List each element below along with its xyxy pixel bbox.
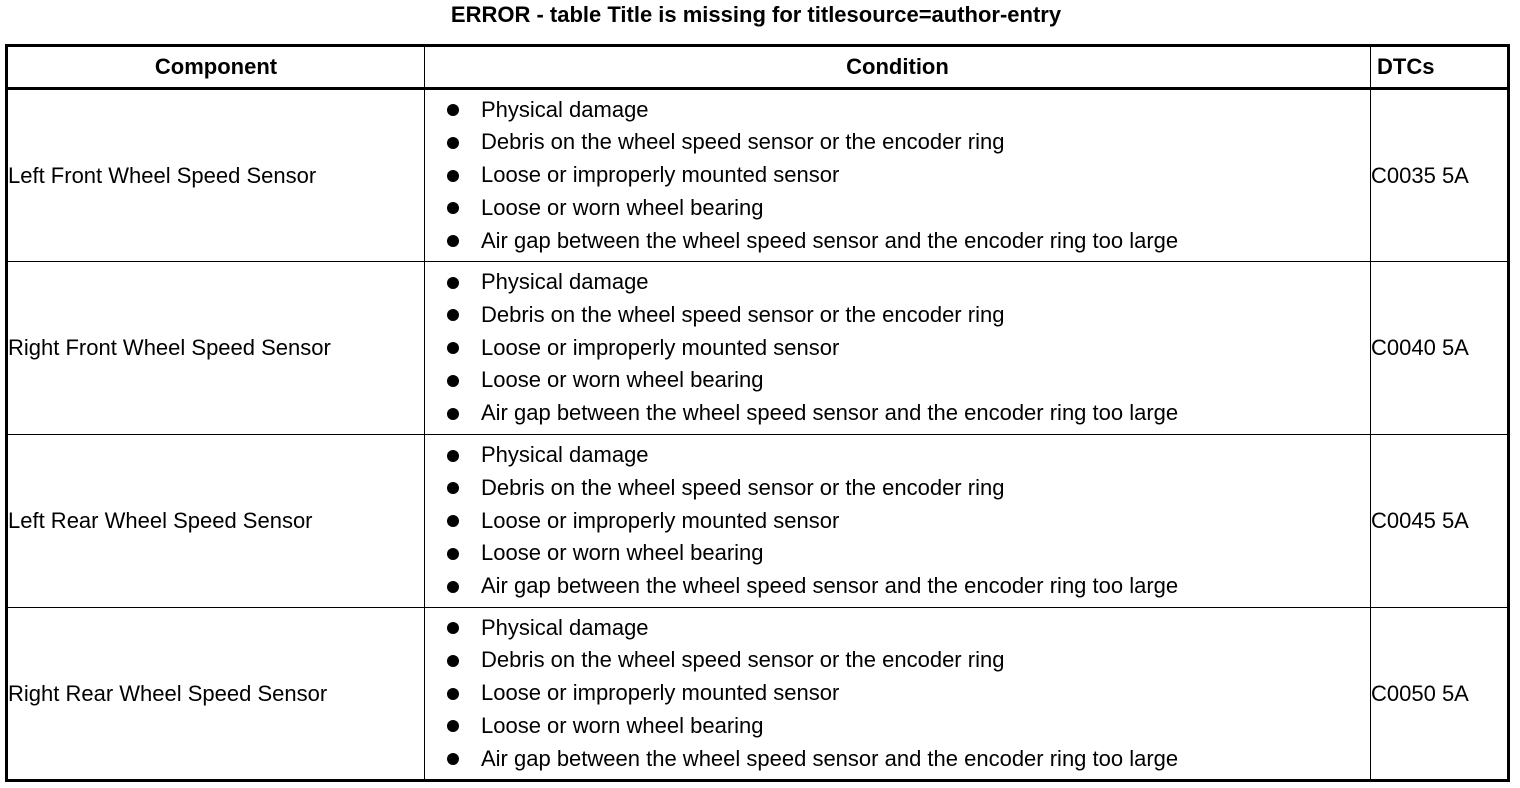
condition-text: Debris on the wheel speed sensor or the encoder ring bbox=[481, 301, 1005, 327]
condition-item bbox=[447, 266, 1370, 299]
bullet-icon bbox=[447, 548, 459, 560]
condition-item bbox=[447, 225, 1370, 258]
table-title: ERROR - table Title is missing for titlesource=author-entry bbox=[450, 2, 1062, 27]
condition-text: Loose or worn wheel bearing bbox=[481, 367, 764, 393]
table-body bbox=[7, 89, 1509, 781]
condition-text: Loose or worn wheel bearing bbox=[481, 540, 764, 566]
condition-text: Loose or worn wheel bearing bbox=[481, 194, 764, 220]
condition-list bbox=[425, 266, 1370, 430]
condition-item bbox=[447, 644, 1370, 677]
condition-text: Debris on the wheel speed sensor or the encoder ring bbox=[481, 474, 1005, 500]
component-cell: Left Rear Wheel Speed Sensor bbox=[7, 435, 425, 608]
condition-item bbox=[447, 743, 1370, 776]
bullet-icon bbox=[447, 688, 459, 700]
condition-list bbox=[425, 94, 1370, 258]
bullet-icon bbox=[447, 342, 459, 354]
dtc-table bbox=[5, 44, 1510, 782]
bullet-icon bbox=[447, 375, 459, 387]
table-row bbox=[7, 608, 1509, 781]
condition-text: Loose or improperly mounted sensor bbox=[481, 334, 840, 360]
condition-item bbox=[447, 570, 1370, 603]
component-cell: Right Front Wheel Speed Sensor bbox=[7, 262, 425, 435]
condition-item bbox=[447, 364, 1370, 397]
table-row bbox=[7, 89, 1509, 262]
dtc-cell: C0045 5A bbox=[1371, 435, 1509, 608]
condition-item bbox=[447, 397, 1370, 430]
component-cell: Left Front Wheel Speed Sensor bbox=[7, 89, 425, 262]
condition-text: Debris on the wheel speed sensor or the encoder ring bbox=[481, 647, 1005, 673]
condition-item bbox=[447, 94, 1370, 127]
condition-item bbox=[447, 612, 1370, 645]
condition-item bbox=[447, 126, 1370, 159]
component-cell: Right Rear Wheel Speed Sensor bbox=[7, 608, 425, 781]
bullet-icon bbox=[447, 482, 459, 494]
condition-list bbox=[425, 439, 1370, 603]
bullet-icon bbox=[447, 450, 459, 462]
bullet-icon bbox=[447, 277, 459, 289]
bullet-icon bbox=[447, 753, 459, 765]
bullet-icon bbox=[447, 720, 459, 732]
condition-text: Loose or improperly mounted sensor bbox=[481, 680, 840, 706]
condition-cell bbox=[425, 435, 1371, 608]
bullet-icon bbox=[447, 581, 459, 593]
bullet-icon bbox=[447, 235, 459, 247]
condition-item bbox=[447, 710, 1370, 743]
header-dtcs: DTCs bbox=[1371, 46, 1509, 89]
condition-item bbox=[447, 505, 1370, 538]
condition-text: Air gap between the wheel speed sensor and the encoder ring too large bbox=[481, 400, 1179, 426]
bullet-icon bbox=[447, 137, 459, 149]
bullet-icon bbox=[447, 104, 459, 116]
condition-item bbox=[447, 299, 1370, 332]
condition-item bbox=[447, 439, 1370, 472]
condition-item bbox=[447, 677, 1370, 710]
bullet-icon bbox=[447, 170, 459, 182]
condition-item bbox=[447, 159, 1370, 192]
condition-item bbox=[447, 472, 1370, 505]
condition-text: Physical damage bbox=[481, 614, 649, 640]
bullet-icon bbox=[447, 202, 459, 214]
dtc-cell: C0035 5A bbox=[1371, 89, 1509, 262]
bullet-icon bbox=[447, 515, 459, 527]
condition-text: Physical damage bbox=[481, 269, 649, 294]
condition-cell bbox=[425, 89, 1371, 262]
condition-text: Loose or worn wheel bearing bbox=[481, 712, 764, 738]
header-condition: Condition bbox=[425, 46, 1371, 89]
condition-item bbox=[447, 537, 1370, 570]
condition-list bbox=[425, 612, 1370, 776]
bullet-icon bbox=[447, 309, 459, 321]
bullet-icon bbox=[447, 622, 459, 634]
condition-text: Physical damage bbox=[481, 96, 649, 122]
condition-text: Air gap between the wheel speed sensor and the encoder ring too large bbox=[481, 573, 1179, 599]
condition-text: Physical damage bbox=[481, 442, 649, 467]
bullet-icon bbox=[447, 655, 459, 667]
table-row bbox=[7, 262, 1509, 435]
table-header-row bbox=[7, 46, 1509, 89]
dtc-cell: C0040 5A bbox=[1371, 262, 1509, 435]
condition-text: Air gap between the wheel speed sensor and the encoder ring too large bbox=[481, 745, 1179, 771]
condition-text: Debris on the wheel speed sensor or the encoder ring bbox=[481, 129, 1005, 155]
condition-cell bbox=[425, 262, 1371, 435]
bullet-icon bbox=[447, 408, 459, 420]
condition-item bbox=[447, 192, 1370, 225]
condition-text: Loose or improperly mounted sensor bbox=[481, 507, 840, 533]
header-component: Component bbox=[7, 46, 425, 89]
dtc-cell: C0050 5A bbox=[1371, 608, 1509, 781]
table-row bbox=[7, 435, 1509, 608]
condition-text: Loose or improperly mounted sensor bbox=[481, 162, 840, 188]
condition-text: Air gap between the wheel speed sensor and the encoder ring too large bbox=[481, 227, 1179, 253]
condition-cell bbox=[425, 608, 1371, 781]
condition-item bbox=[447, 332, 1370, 365]
